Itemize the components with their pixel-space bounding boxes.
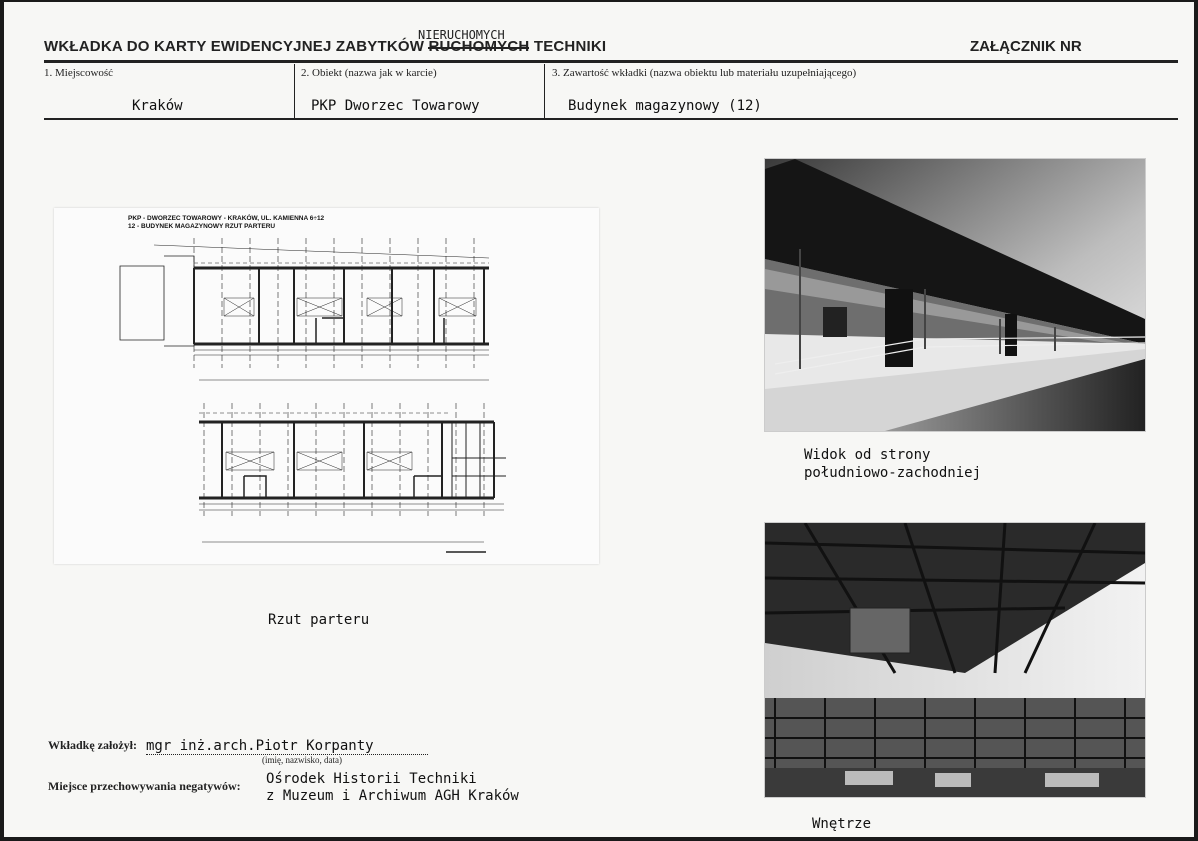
field-label-locality: 1. Miejscowość [44, 67, 114, 79]
interior-photo [764, 522, 1146, 798]
plan-heading-line1: PKP - DWORZEC TOWAROWY - KRAKÓW, UL. KAMIENNA 6÷12 [128, 215, 325, 222]
document-title [44, 38, 606, 55]
header-rule-top [44, 60, 1178, 63]
document-sheet [4, 2, 1194, 837]
field-divider-2 [544, 64, 545, 120]
exterior-caption-line2: południowo-zachodniej [804, 465, 982, 481]
field-label-contents: 3. Zawartość wkładki (nazwa obiektu lub materiału uzupełniającego) [552, 67, 857, 79]
plan-linework [54, 208, 599, 564]
field-value-object: PKP Dworzec Towarowy [311, 98, 480, 114]
floor-plan-drawing [54, 208, 599, 564]
storage-line2: z Muzeum i Archiwum AGH Kraków [266, 788, 519, 804]
title-before: WKŁADKA DO KARTY EWIDENCYJNEJ ZABYTKÓW [44, 38, 425, 55]
field-value-locality: Kraków [132, 98, 183, 114]
plan-caption: Rzut parteru [268, 612, 370, 628]
exterior-photo-caption [804, 446, 981, 482]
storage-label: Miejsce przechowywania negatywów: [48, 779, 241, 793]
storage-value [266, 771, 519, 805]
exterior-caption-line1: Widok od strony [804, 447, 931, 463]
field-value-contents: Budynek magazynowy (12) [568, 98, 762, 114]
interior-photo-image [765, 523, 1145, 797]
title-struck-word: RUCHOMYCH [428, 38, 530, 55]
field-label-object: 2. Obiekt (nazwa jak w karcie) [301, 67, 437, 79]
exterior-photo [764, 158, 1146, 432]
exterior-photo-image [765, 159, 1145, 431]
header-rule-bottom [44, 118, 1178, 120]
founder-hint: (imię, nazwisko, data) [262, 755, 342, 765]
title-correction: NIERUCHOMYCH [418, 28, 505, 42]
storage-line1: Ośrodek Historii Techniki [266, 771, 477, 787]
founder-value: mgr inż.arch.Piotr Korpanty [146, 739, 428, 755]
plan-heading-line2: 12 - BUDYNEK MAGAZYNOWY RZUT PARTERU [128, 223, 276, 230]
founder-label: Wkładkę założył: [48, 738, 137, 752]
title-after: TECHNIKI [533, 38, 607, 55]
annex-label: ZAŁĄCZNIK NR [970, 38, 1082, 55]
field-divider-1 [294, 64, 295, 120]
interior-photo-caption: Wnętrze [812, 816, 872, 832]
